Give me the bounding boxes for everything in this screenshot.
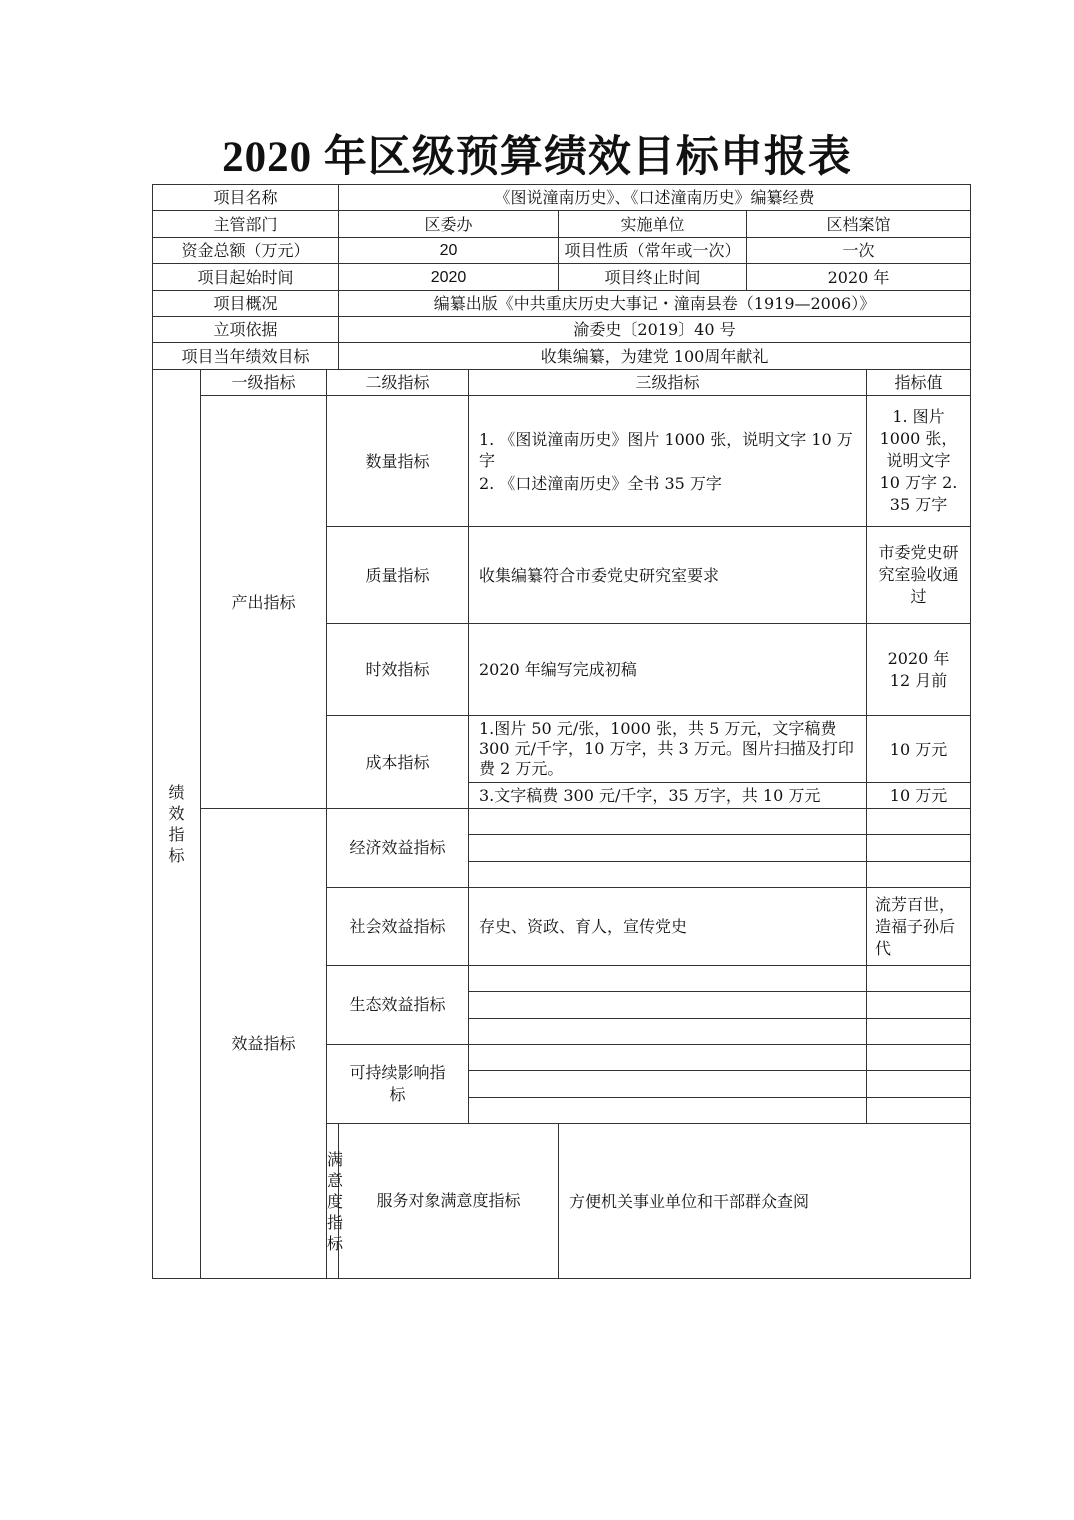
- end-value: 2020 年: [747, 264, 971, 291]
- start-value: 2020: [339, 264, 559, 291]
- quantity-line-2: 2. 《口述潼南历史》全书 35 万字: [479, 473, 722, 493]
- row-indicator-header: [153, 370, 971, 396]
- perf-indicator-label: [153, 370, 201, 1279]
- economic-text-3: [469, 862, 867, 888]
- row-department: [153, 211, 971, 238]
- quality-value: [867, 527, 971, 624]
- quantity-value-text: 1. 图片 1000 张，说明文字 10 万字 2. 35 万字: [879, 407, 958, 514]
- satisfaction-label: 满意度指标: [327, 1124, 339, 1279]
- social-label: [327, 888, 469, 966]
- row-basis: [153, 317, 971, 343]
- output-label: 产出指标: [201, 396, 327, 809]
- row-quantity: [153, 396, 971, 527]
- social-label-text: 社会效益指标: [349, 916, 446, 936]
- cost-text-2: 3.文字稿费 300 元/千字，35 万字，共 10 万元: [469, 783, 867, 809]
- quantity-value: [867, 396, 971, 527]
- dept-value: 区委办: [339, 211, 559, 238]
- ecological-value-2: [867, 992, 971, 1019]
- ecological-text-1: [469, 966, 867, 992]
- sustainable-value-3: [867, 1098, 971, 1124]
- overview-label: 项目概况: [153, 291, 339, 317]
- economic-label: [327, 809, 469, 888]
- quality-text: 收集编纂符合市委党史研究室要求: [469, 527, 867, 624]
- goal-label: 项目当年绩效目标: [153, 343, 339, 370]
- page-title: 2020 年区级预算绩效目标申报表: [222, 134, 852, 181]
- quality-label: 质量指标: [327, 527, 469, 624]
- ecological-value-1: [867, 966, 971, 992]
- level3-header: 三级指标: [469, 370, 867, 396]
- goal-value: 收集编纂，为建党 100周年献礼: [339, 343, 971, 370]
- sustainable-value-2: [867, 1071, 971, 1098]
- perf-indicator-text: 绩效指标: [168, 783, 185, 865]
- satisfaction-text: 方便机关事业单位和干部群众查阅: [559, 1124, 971, 1279]
- row-fund: [153, 238, 971, 264]
- impl-value: 区档案馆: [747, 211, 971, 238]
- row-time: [153, 264, 971, 291]
- level1-header: 一级指标: [201, 370, 327, 396]
- ecological-value-3: [867, 1019, 971, 1045]
- row-project-name: [153, 185, 971, 211]
- value-header: 指标值: [867, 370, 971, 396]
- timeliness-text: 2020 年编写完成初稿: [469, 624, 867, 716]
- quantity-line-1: 1. 《图说潼南历史》图片 1000 张，说明文字 10 万字: [479, 429, 853, 470]
- basis-label: 立项依据: [153, 317, 339, 343]
- social-value: [867, 888, 971, 966]
- end-label: 项目终止时间: [559, 264, 747, 291]
- budget-performance-table: [152, 184, 971, 1279]
- start-label: 项目起始时间: [153, 264, 339, 291]
- economic-text-1: [469, 809, 867, 835]
- benefit-label: 效益指标: [201, 809, 327, 1279]
- nature-label: 项目性质（常年或一次）: [559, 238, 747, 264]
- cost-value-1: 10 万元: [867, 716, 971, 783]
- cost-text-1: 1.图片 50 元/张，1000 张，共 5 万元，文字稿费 300 元/千字，10 万字，共 3 万元。图片扫描及打印费 2 万元。: [469, 716, 867, 783]
- economic-label-text: 经济效益指标: [349, 838, 446, 857]
- cost-label: 成本指标: [327, 716, 469, 809]
- sustainable-text-3: [469, 1098, 867, 1124]
- social-value-text: 流芳百世，造福子孙后代: [875, 894, 956, 958]
- timeliness-label: 时效指标: [327, 624, 469, 716]
- basis-value: 渝委史〔2019〕40 号: [339, 317, 971, 343]
- quantity-label: 数量指标: [327, 396, 469, 527]
- satisfaction-sub-label-text: 服务对象满意度指标: [376, 1191, 521, 1210]
- dept-label: 主管部门: [153, 211, 339, 238]
- overview-value: 编纂出版《中共重庆历史大事记・潼南县卷（1919—2006）》: [339, 291, 971, 317]
- sustainable-label: [327, 1045, 469, 1124]
- satisfaction-sub-label: [339, 1124, 559, 1279]
- social-text: 存史、资政、育人，宣传党史: [469, 888, 867, 966]
- sustainable-label-text: 可持续影响指标: [349, 1063, 446, 1104]
- nature-value: 一次: [747, 238, 971, 264]
- sustainable-value-1: [867, 1045, 971, 1071]
- fund-value: 20: [339, 238, 559, 264]
- level2-header: 二级指标: [327, 370, 469, 396]
- project-name-value: 《图说潼南历史》、《口述潼南历史》编纂经费: [339, 185, 971, 211]
- ecological-text-3: [469, 1019, 867, 1045]
- quantity-text: [469, 396, 867, 527]
- ecological-label: [327, 966, 469, 1045]
- ecological-label-text: 生态效益指标: [349, 995, 446, 1014]
- economic-text-2: [469, 835, 867, 862]
- fund-label: 资金总额（万元）: [153, 238, 339, 264]
- project-name-label: 项目名称: [153, 185, 339, 211]
- economic-value-2: [867, 835, 971, 862]
- cost-value-2: 10 万元: [867, 783, 971, 809]
- quality-value-text: 市委党史研究室验收通过: [878, 543, 959, 606]
- row-overview: [153, 291, 971, 317]
- economic-value-1: [867, 809, 971, 835]
- timeliness-value-text: 2020 年 12 月前: [887, 648, 950, 690]
- impl-label: 实施单位: [559, 211, 747, 238]
- row-goal: [153, 343, 971, 370]
- row-economic-1: [153, 809, 971, 835]
- ecological-text-2: [469, 992, 867, 1019]
- sustainable-text-2: [469, 1071, 867, 1098]
- timeliness-value: [867, 624, 971, 716]
- economic-value-3: [867, 862, 971, 888]
- sustainable-text-1: [469, 1045, 867, 1071]
